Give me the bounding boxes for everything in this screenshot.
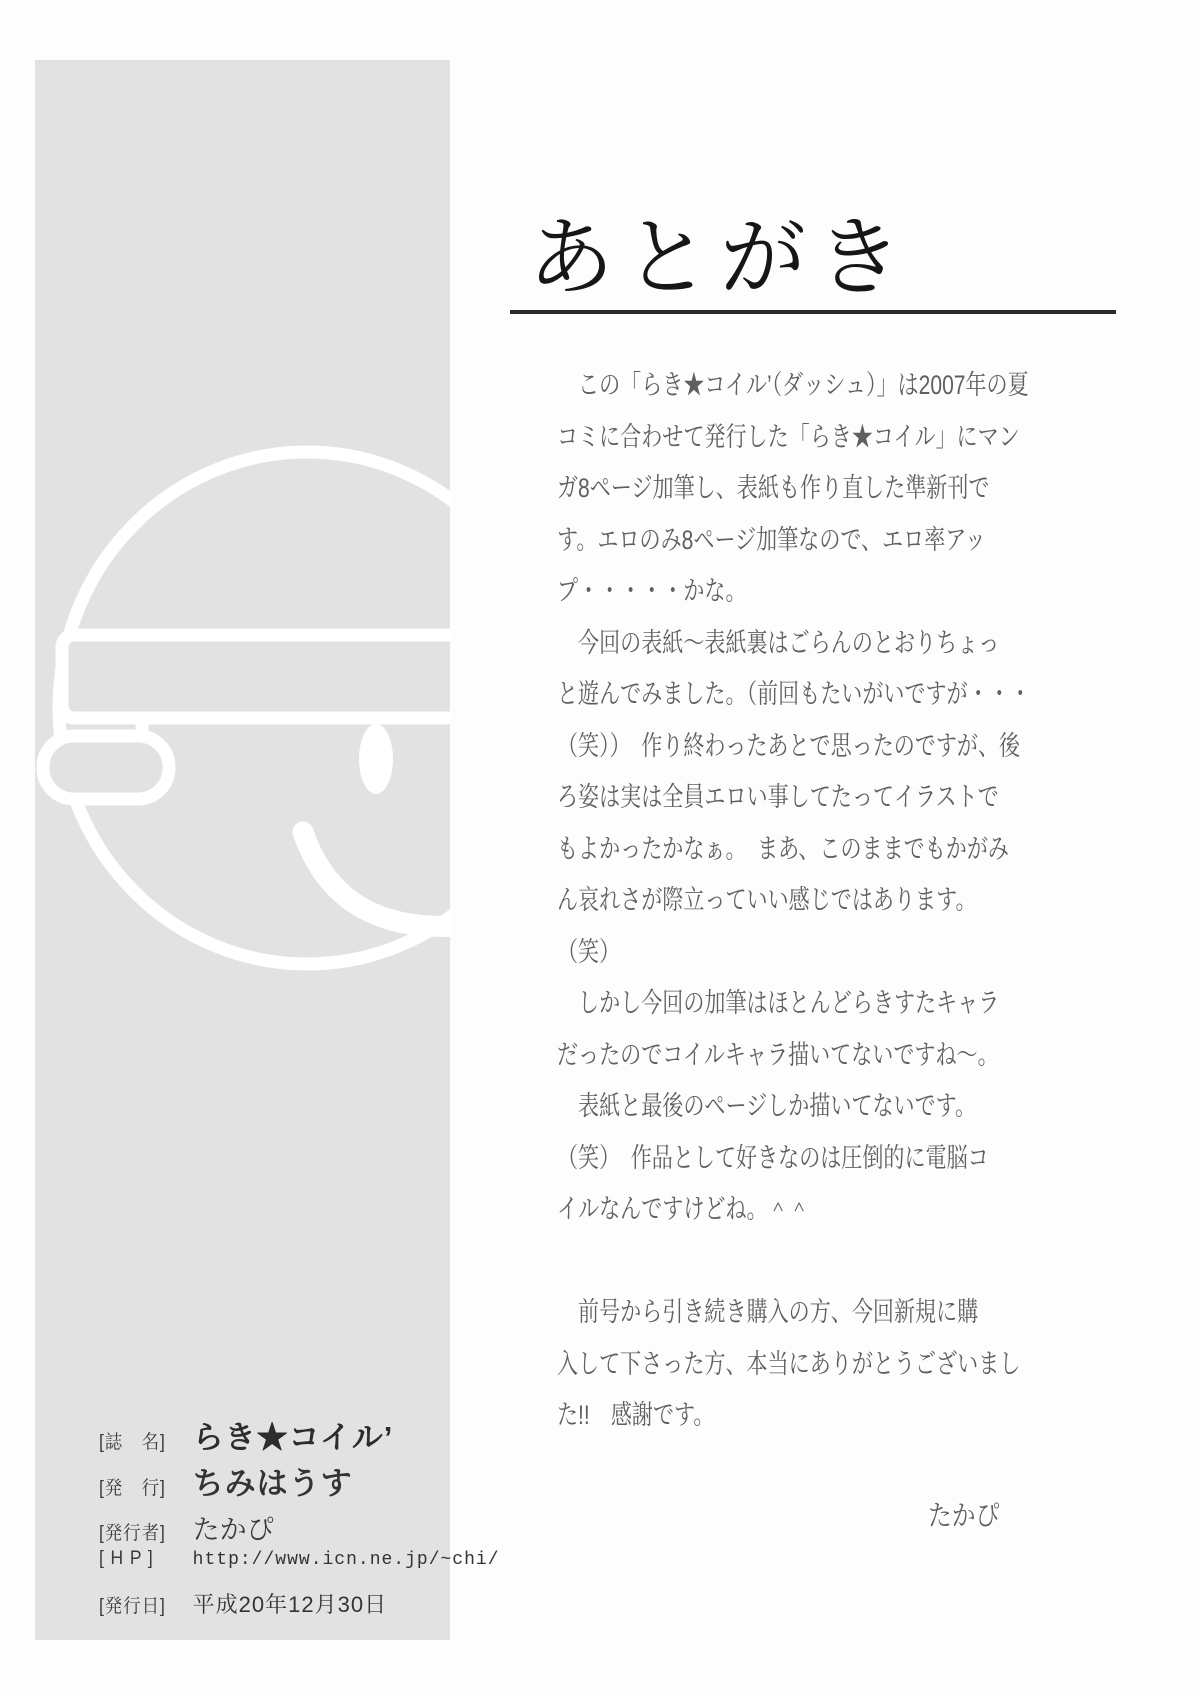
colophon-label: [発行者] bbox=[98, 1523, 166, 1544]
afterword-line: もよかったかなぁ。 まあ、このままでもかがみ bbox=[557, 833, 1009, 864]
afterword-line: コミに合わせて発行した「らき★コイル」にマン bbox=[557, 421, 1020, 452]
afterword-line: イルなんですけどね。＾＾ bbox=[557, 1194, 810, 1224]
colophon-value: http://www.icn.ne.jp/~chi/ bbox=[192, 1550, 500, 1570]
colophon-label: [発行日] bbox=[98, 1596, 166, 1617]
eye bbox=[359, 724, 393, 794]
colophon-value: たかぴ bbox=[192, 1515, 274, 1545]
colophon-value: ちみはうす bbox=[192, 1466, 353, 1501]
afterword-line: 今回の表紙〜表紙裏はごらんのとおりちょっ bbox=[557, 627, 1000, 658]
afterword-text bbox=[557, 360, 1117, 1442]
colophon-label: [発 行] bbox=[98, 1478, 166, 1499]
afterword-line: 入して下さった方、本当にありがとうございまし bbox=[557, 1348, 1021, 1379]
afterword-line: （笑）） 作り終わったあとで思ったのですが、後 bbox=[557, 730, 1021, 761]
smile bbox=[303, 832, 450, 926]
afterword-line: （笑） 作品として好きなのは圧倒的に電脳コ bbox=[557, 1142, 989, 1173]
afterword-line bbox=[557, 1236, 994, 1288]
colophon-value: 平成20年12月30日 bbox=[192, 1592, 388, 1617]
cap-band bbox=[62, 635, 450, 718]
title-underline bbox=[510, 310, 1116, 314]
colophon-label: [ H P ] bbox=[98, 1548, 154, 1569]
afterword-line: す。エロのみ8ページ加筆なので、エロ率アッ bbox=[557, 524, 986, 555]
afterword-line: この「らき★コイル’（ダッシュ）」は2007年の夏 bbox=[557, 370, 1029, 400]
page-title: あとがき bbox=[528, 208, 912, 308]
colophon-label: [誌 名] bbox=[98, 1432, 166, 1453]
nose-peg bbox=[43, 736, 169, 799]
afterword-line: しかし今回の加筆はほとんどらきすたキャラ bbox=[557, 988, 1000, 1018]
signature: たかぴ bbox=[928, 1500, 1000, 1531]
afterword-line: 表紙と最後のページしか描いてないです。 bbox=[557, 1091, 977, 1121]
afterword-line: （笑） bbox=[557, 936, 621, 967]
colophon-row-publish-date bbox=[72, 1570, 387, 1637]
afterword-line: た!! 感謝です。 bbox=[557, 1400, 715, 1430]
afterword-line: と遊んでみました。（前回もたいがいですが・・・ bbox=[557, 679, 1031, 709]
afterword-line: 前号から引き続き購入の方、今回新規に購 bbox=[557, 1297, 979, 1327]
afterword-line: ガ8ページ加筆し、表紙も作り直した準新刊で bbox=[557, 473, 990, 503]
afterword-line: ん哀れさが際立っていい感じではあります。 bbox=[557, 885, 977, 915]
afterword-line: だったのでコイルキャラ描いてないですね〜。 bbox=[557, 1039, 999, 1070]
afterword-line: プ・・・・・かな。 bbox=[557, 576, 747, 606]
colophon-value: らき★コイル’ bbox=[192, 1420, 394, 1455]
afterword-line: ろ姿は実は全員エロい事してたってイラストで bbox=[557, 782, 999, 812]
